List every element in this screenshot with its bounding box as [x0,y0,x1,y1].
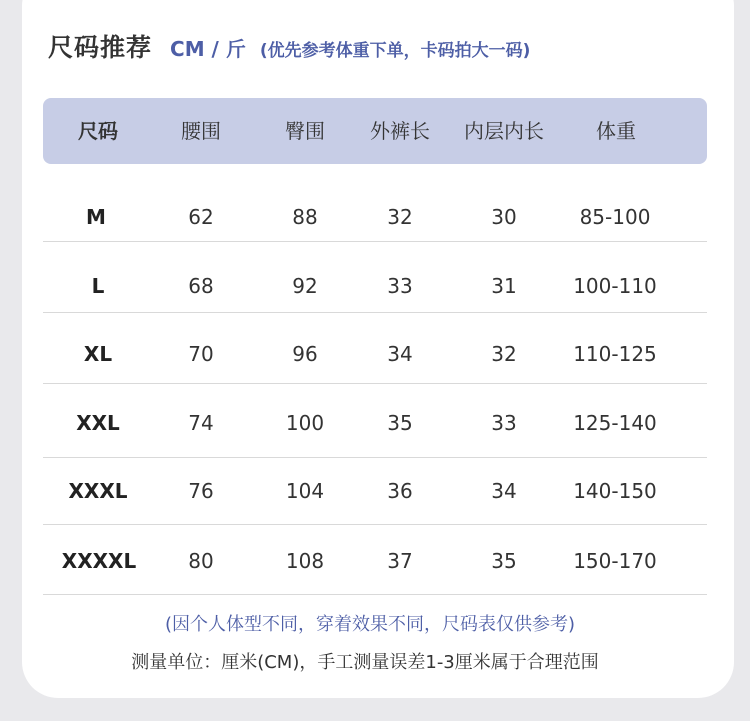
cell-size: M [86,205,106,229]
header-hip: 臀围 [285,119,325,143]
cell-outer-length: 35 [387,411,413,435]
cell-size: L [91,274,105,298]
cell-outer-length: 37 [387,549,413,573]
measurement-note: 测量单位：厘米(CM)，手工测量误差1-3厘米属于合理范围 [131,652,599,673]
cell-weight: 110-125 [573,342,657,366]
title-row [48,28,530,68]
row-divider [43,457,707,458]
cell-hip: 100 [285,411,325,435]
unit-label: CM / 斤 [170,37,246,61]
cell-weight: 125-140 [573,411,657,435]
title-note: (优先参考体重下单，卡码拍大一码) [259,41,531,61]
cell-size: XXXXL [61,549,137,573]
cell-waist: 74 [188,411,214,435]
cell-hip: 104 [285,479,325,503]
cell-weight: 85-100 [579,205,651,229]
header-outer-length: 外裤长 [370,119,430,143]
cell-inner-length: 33 [491,411,517,435]
cell-outer-length: 36 [387,479,413,503]
page-title: 尺码推荐 [48,33,153,62]
row-divider [43,241,707,242]
cell-inner-length: 31 [491,274,517,298]
cell-waist: 62 [188,205,214,229]
header-size: 尺码 [78,119,118,143]
row-divider [43,312,707,313]
row-divider [43,383,707,384]
cell-outer-length: 34 [387,342,413,366]
cell-waist: 76 [188,479,214,503]
cell-weight: 100-110 [573,274,657,298]
cell-waist: 70 [188,342,214,366]
cell-inner-length: 34 [491,479,517,503]
header-inner-length: 内层内长 [464,119,544,143]
disclaimer-note: (因个人体型不同，穿着效果不同，尺码表仅供参考) [164,614,576,635]
table-header [43,98,707,164]
cell-weight: 150-170 [573,549,657,573]
header-weight: 体重 [596,119,636,143]
header-waist: 腰围 [181,119,221,143]
cell-outer-length: 32 [387,205,413,229]
cell-inner-length: 30 [491,205,517,229]
cell-size: XL [83,342,113,366]
cell-waist: 80 [188,549,214,573]
cell-hip: 96 [292,342,318,366]
cell-size: XXL [76,411,120,435]
cell-hip: 92 [292,274,318,298]
cell-hip: 88 [292,205,318,229]
cell-size: XXXL [68,479,128,503]
row-divider [43,524,707,525]
row-divider [43,594,707,595]
cell-waist: 68 [188,274,214,298]
cell-inner-length: 35 [491,549,517,573]
cell-outer-length: 33 [387,274,413,298]
cell-inner-length: 32 [491,342,517,366]
cell-weight: 140-150 [573,479,657,503]
cell-hip: 108 [285,549,325,573]
